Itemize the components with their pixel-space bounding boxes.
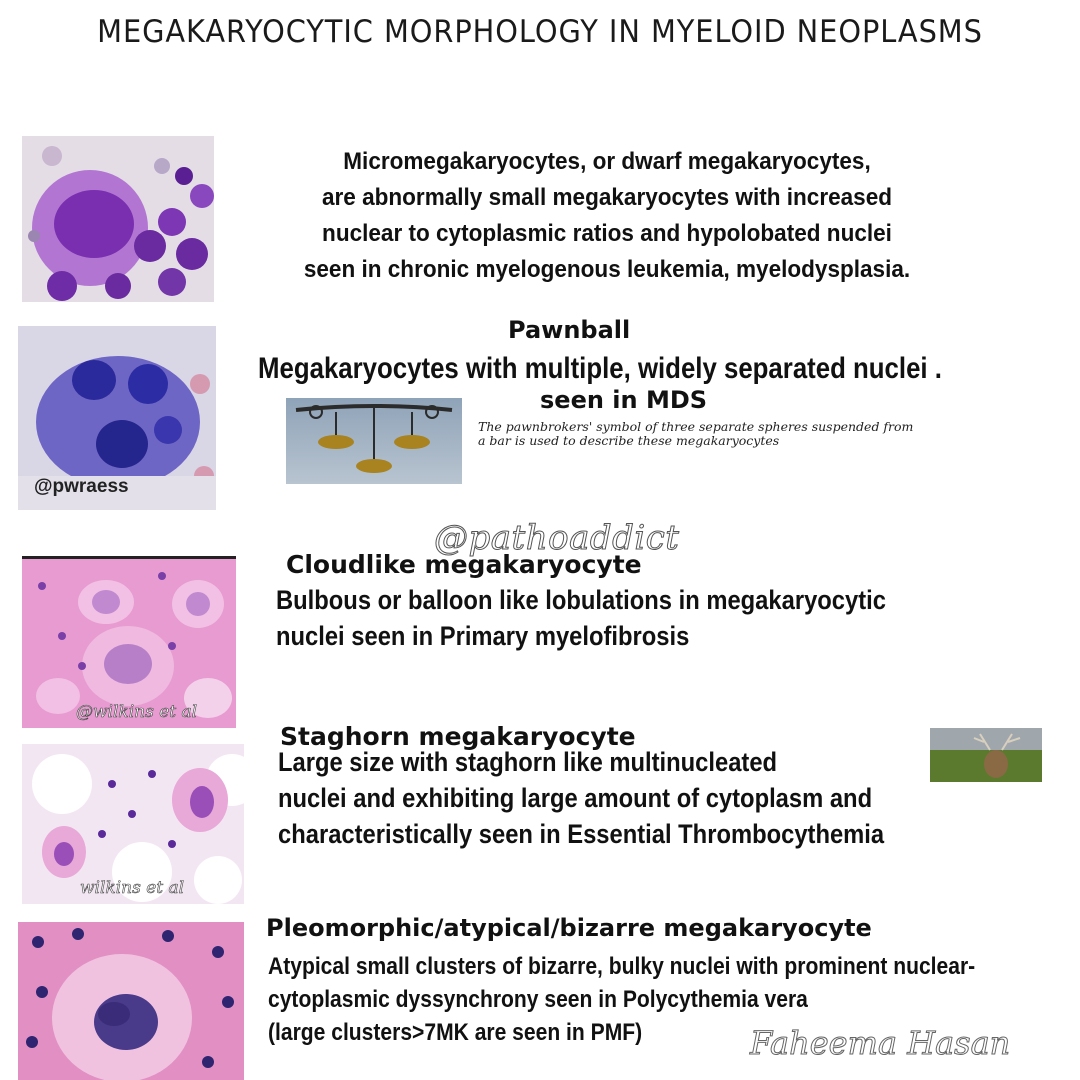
pawnball-image-tag: @pwraess: [34, 476, 129, 497]
micro-line-3: nuclear to cytoplasmic ratios and hypolobated nuclei: [322, 220, 892, 247]
pleomorphic-image: [18, 922, 244, 1080]
pawnball-seen-in: seen in MDS: [540, 386, 708, 414]
pleomorphic-line-2: cytoplasmic dyssynchrony seen in Polycythemia vera: [268, 986, 808, 1013]
cloudlike-heading: Cloudlike megakaryocyte: [286, 550, 642, 579]
cloudlike-line-2: nuclei seen in Primary myelofibrosis: [276, 621, 690, 651]
author-signature: Faheema Hasan: [750, 1024, 1011, 1062]
watermark: @pathoaddict: [434, 518, 680, 558]
staghorn-image-credit: wilkins et al: [80, 878, 185, 898]
staghorn-description: [278, 744, 884, 852]
staghorn-line-1: Large size with staghorn like multinucleated: [278, 747, 778, 777]
pawnbroker-caption-line-1: The pawnbrokers' symbol of three separate spheres suspended from: [478, 419, 914, 434]
micro-line-2: are abnormally small megakaryocytes with increased: [321, 184, 893, 211]
cloudlike-image: [22, 556, 236, 728]
staghorn-line-3: characteristically seen in Essential Thrombocythemia: [278, 819, 885, 849]
cloudlike-description: [276, 582, 886, 654]
pleomorphic-line-3: (large clusters>7MK are seen in PMF): [268, 1019, 643, 1046]
pawnbroker-symbol-image: [286, 398, 462, 484]
pawnbroker-caption-line-2: a bar is used to describe these megakaryocytes: [478, 433, 780, 448]
cloudlike-line-1: Bulbous or balloon like lobulations in megakaryocytic: [276, 585, 886, 615]
pawnball-description: Megakaryocytes with multiple, widely separated nuclei .: [258, 352, 942, 385]
staghorn-image: [22, 744, 244, 904]
page-title: MEGAKARYOCYTIC MORPHOLOGY IN MYELOID NEOPLASMS: [97, 14, 983, 50]
pleomorphic-line-1: Atypical small clusters of bizarre, bulky nuclei with prominent nuclear-: [268, 953, 976, 980]
micro-line-4: seen in chronic myelogenous leukemia, myelodysplasia.: [303, 256, 911, 283]
micromegakaryocyte-description: [253, 144, 961, 288]
deer-image: [930, 728, 1042, 782]
micromegakaryocyte-image: [22, 136, 214, 302]
staghorn-heading: Staghorn megakaryocyte: [280, 722, 636, 751]
pawnbroker-caption: [478, 420, 948, 448]
cloudlike-image-credit: @wilkins et al: [76, 702, 198, 722]
staghorn-line-2: nuclei and exhibiting large amount of cytoplasm and: [278, 783, 873, 813]
pleomorphic-heading: Pleomorphic/atypical/bizarre megakaryocyte: [266, 914, 872, 942]
pawnball-heading: Pawnball: [508, 316, 631, 344]
micro-line-1: Micromegakaryocytes, or dwarf megakaryocytes,: [343, 148, 871, 175]
pawnball-image: [18, 326, 216, 510]
